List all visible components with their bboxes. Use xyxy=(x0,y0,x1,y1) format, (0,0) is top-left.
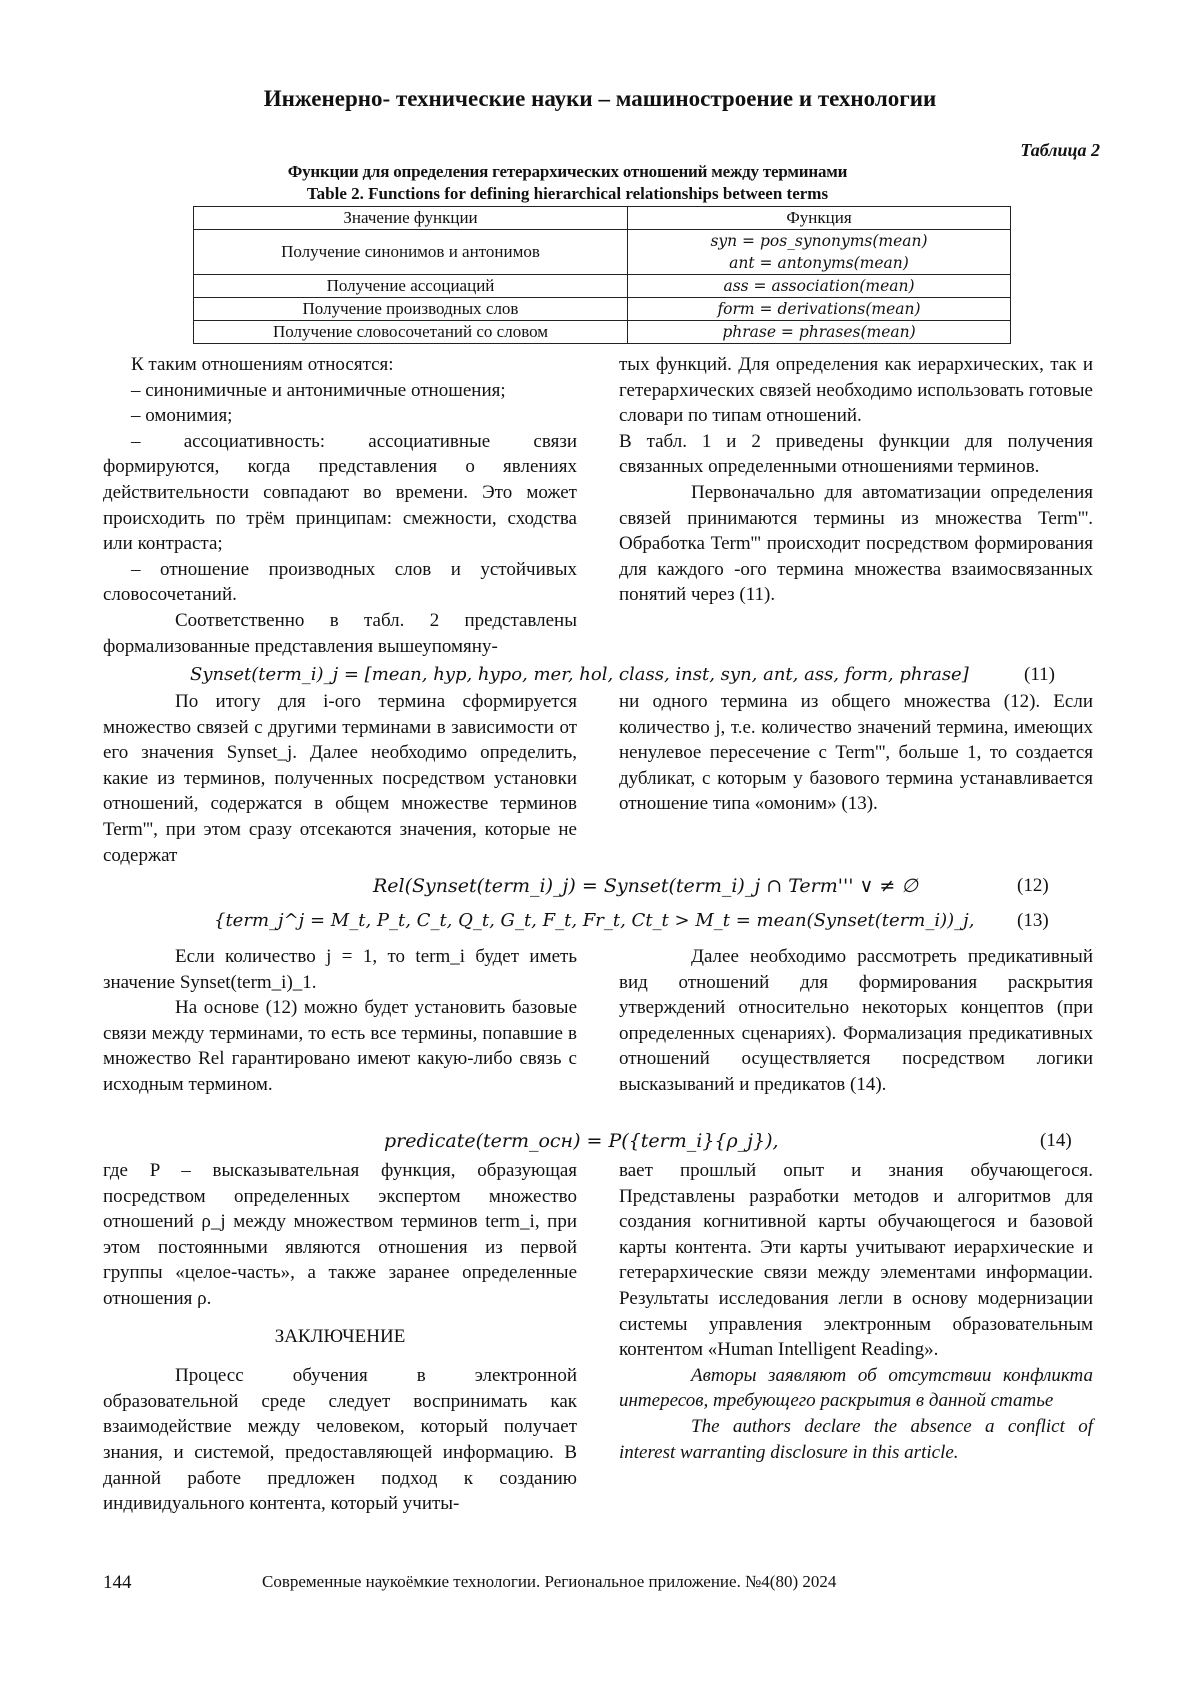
paragraph: где P – высказывательная функция, образующая посредством определенных экспертом множество отношений ρ_j между множеством терминов term_i, при этом постоянными являются отношения из первой группы «целое-часть», а также заранее определенные отношения ρ. xyxy=(103,1160,577,1309)
paragraph: Процесс обучения в электронной образовательной среде следует воспринимать как взаимодействие между человеком, который получает знания, и системой, предоставляющей информацию. В данной работе предложен подход к созданию индивидуального контента, который учиты- xyxy=(103,1365,577,1515)
text-column-right xyxy=(619,689,1093,817)
equation-13: {term_j^j = M_t, P_t, C_t, Q_t, G_t, F_t, Fr_t, Ct_t > M_t = mean(Synset(term_i))_j, xyxy=(214,910,975,931)
text-column-left xyxy=(103,689,577,868)
text-column-left xyxy=(103,1158,577,1517)
table-cell-function: form = derivations(mean) xyxy=(628,298,1011,321)
table-cell-function: ass = association(mean) xyxy=(628,275,1011,298)
running-header: Инженерно- технические науки – машиностроение и технологии xyxy=(263,86,937,111)
equation-number: (12) xyxy=(1017,875,1049,896)
functions-table xyxy=(193,206,1011,344)
paragraph: К таким отношениям относятся: xyxy=(131,354,394,375)
section-heading: ЗАКЛЮЧЕНИЕ xyxy=(274,1325,406,1347)
equation-number: (14) xyxy=(1040,1130,1072,1151)
table-cell-name: Получение производных слов xyxy=(194,298,628,321)
table-header-cell: Значение функции xyxy=(194,207,628,230)
table-header-row xyxy=(194,207,1011,230)
paragraph: Далее необходимо рассмотреть предикативный вид отношений для формирования раскрытия утверждений относительно некоторых концептов (при определенных сценариях). Формализация предикативных отношений осуществляется посредством логики высказываний и предикатов (14). xyxy=(619,946,1093,1095)
paragraph: ни одного термина из общего множества (12). Если количество j, т.е. количество значений термина, имеющих ненулевое пересечение с Term''', больше 1, то создается дубликат, с которым у базового термина устанавливается отношение типа «омоним» (13). xyxy=(619,691,1093,815)
table-caption-ru: Функции для определения гетерархических отношений между терминами xyxy=(287,162,848,181)
list-item: – ассоциативность: ассоциативные связи формируются, когда представления о явлениях действительности совпадают во времени. Это может происходить по трём принципам: смежности, сходства или контраста; xyxy=(103,430,577,555)
paragraph: Соответственно в табл. 2 представлены формализованные представления вышеупомяну- xyxy=(103,609,577,657)
table-caption-en: Table 2. Functions for defining hierarchical relationships between terms xyxy=(306,184,829,203)
equation-14: predicate(term_осн) = P({term_i}{ρ_j}), xyxy=(384,1130,779,1152)
table-cell-name: Получение ассоциаций xyxy=(194,275,628,298)
page-number: 144 xyxy=(103,1572,132,1593)
equation-12: Rel(Synset(term_i)_j) = Synset(term_i)_j ∩ Term''' ∨ ≠ ∅ xyxy=(373,875,918,897)
table-cell-function xyxy=(628,230,1011,275)
paragraph: тых функций. Для определения как иерархических, так и гетерархических связей необходимо использовать готовые словари по типам отношений. xyxy=(619,354,1093,427)
text-column-right xyxy=(619,352,1093,608)
equation-11: Synset(term_i)_j = [mean, hyp, hypo, mer, hol, class, inst, syn, ant, ass, form, phrase] xyxy=(190,664,969,685)
table-cell-function: phrase = phrases(mean) xyxy=(628,321,1011,344)
journal-footer: Современные наукоёмкие технологии. Региональное приложение. №4(80) 2024 xyxy=(262,1572,837,1591)
table-row xyxy=(194,321,1011,344)
table-cell-name: Получение словосочетаний со словом xyxy=(194,321,628,344)
table-row xyxy=(194,298,1011,321)
text-column-right xyxy=(619,944,1093,1098)
list-item: – синонимичные и антонимичные отношения; xyxy=(131,379,506,401)
text-column-left xyxy=(103,944,577,1098)
text-column-right xyxy=(619,1158,1093,1465)
table-number: Таблица 2 xyxy=(1020,140,1100,160)
text-column-left xyxy=(103,352,577,659)
table-row xyxy=(194,230,1011,275)
paragraph: вает прошлый опыт и знания обучающегося. Представлены разработки методов и алгоритмов для создания когнитивной карты обучающегося и базовой карты контента. Эти карты учитывают иерархические и гетерархические связи между элементами информации. Результаты исследования легли в основу модернизации системы управления электронным образовательным контентом «Human Intelligent Reading». xyxy=(619,1160,1093,1361)
paragraph: В табл. 1 и 2 приведены функции для получения связанных определенными отношениями терминов. xyxy=(619,430,1093,478)
formula: syn = pos_synonyms(mean) xyxy=(710,232,928,250)
table-cell-name: Получение синонимов и антонимов xyxy=(194,230,628,275)
paragraph: По итогу для i-ого термина сформируется множество связей с другими терминами в зависимости от его значения Synset_j. Далее необходимо определить, какие из терминов, полученных посредством установки отношений, содержатся в общем множестве терминов Term''', при этом сразу отсекаются значения, которые не содержат xyxy=(103,691,577,866)
list-item: – отношение производных слов и устойчивых словосочетаний. xyxy=(103,558,577,606)
formula: ant = antonyms(mean) xyxy=(729,254,909,272)
paragraph: На основе (12) можно будет установить базовые связи между терминами, то есть все термины, попавшие в множество Rel гарантировано имеют какую-либо связь с исходным термином. xyxy=(103,997,577,1095)
list-item: – омонимия; xyxy=(131,405,233,427)
table-header-cell: Функция xyxy=(628,207,1011,230)
paragraph: Если количество j = 1, то term_i будет иметь значение Synset(term_i)_1. xyxy=(103,946,577,993)
equation-number: (11) xyxy=(1024,664,1055,685)
conflict-statement-ru: Авторы заявляют об отсутствии конфликта интересов, требующего раскрытия в данной статье xyxy=(619,1364,1093,1412)
table-row xyxy=(194,275,1011,298)
equation-number: (13) xyxy=(1017,910,1049,931)
paragraph: Первоначально для автоматизации определения связей принимаются термины из множества Term'''. Обработка Term''' происходит посредством формирования для каждого -ого термина множества взаимосвязанных понятий через (11). xyxy=(619,481,1093,606)
conflict-statement-en: The authors declare the absence a conflict of interest warranting disclosure in this article. xyxy=(619,1415,1093,1463)
